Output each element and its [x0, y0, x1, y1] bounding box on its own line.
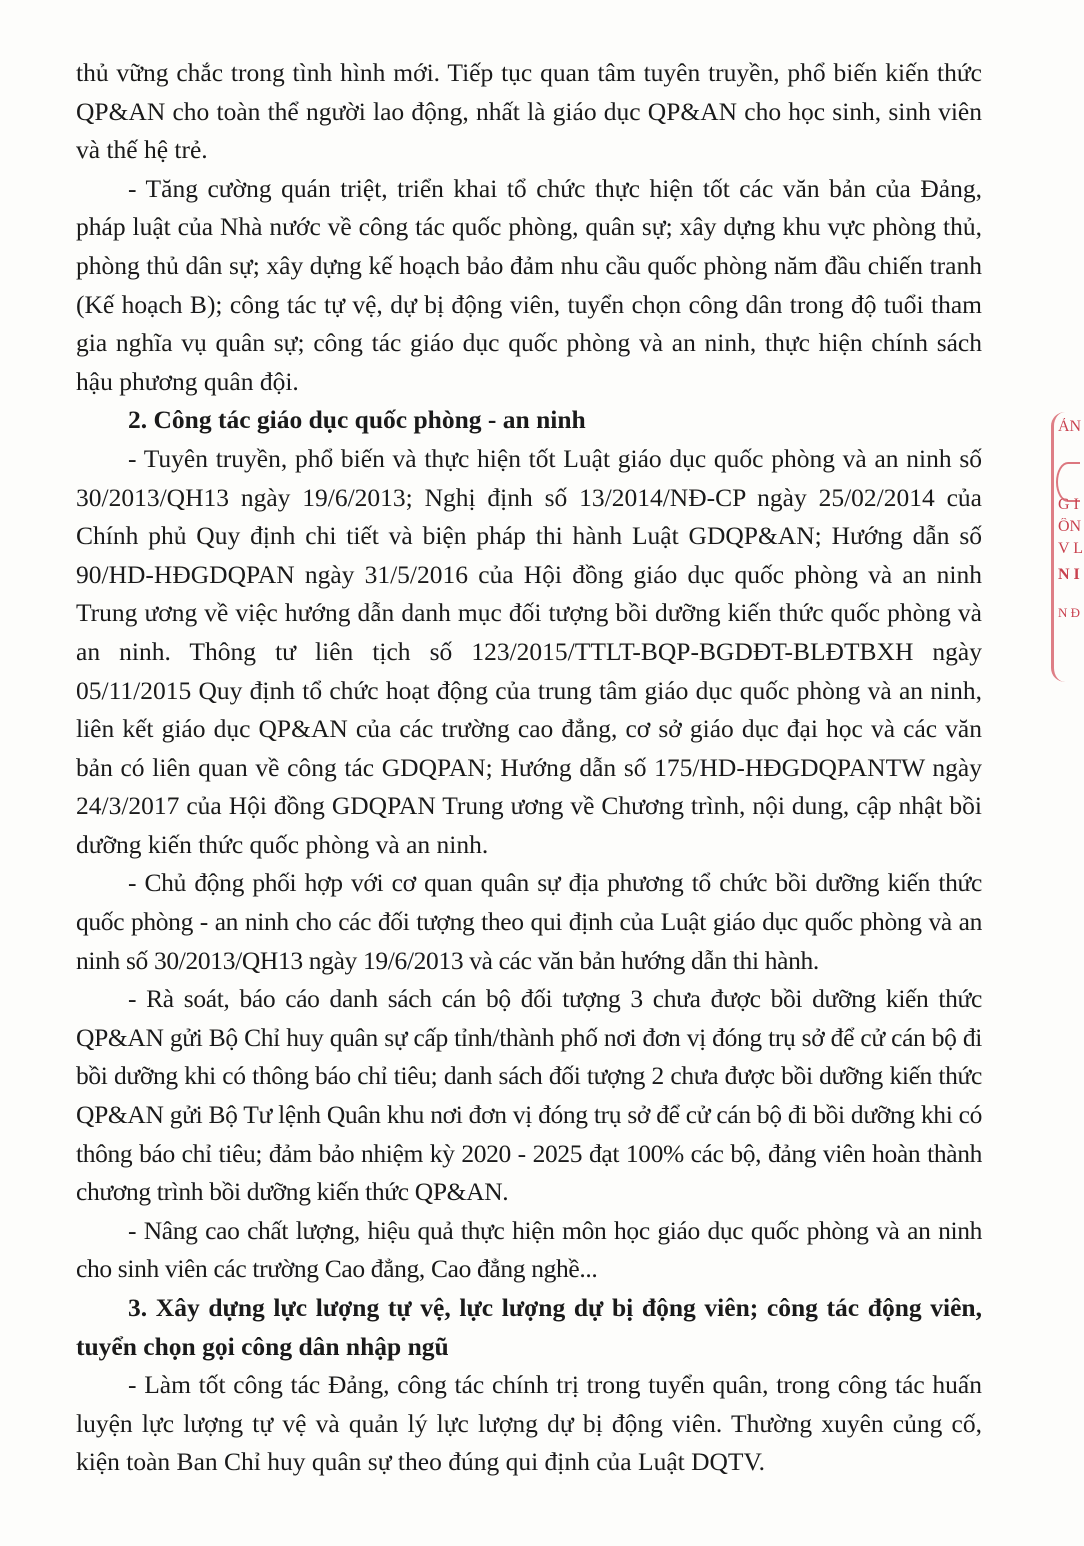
stamp-text-line: V L — [1058, 540, 1084, 557]
stamp-text-line: ÔN — [1058, 518, 1082, 535]
paragraph-bullet-party-work: - Làm tốt công tác Đảng, công tác chính trị trong tuyển quân, trong công tác huấn luyện lực lượng tự vệ và quản lý lực lượng dự bị động viên. Thường xuyên củng cố, kiện toàn Ban Chỉ huy quân sự theo đúng qui định của Luật DQTV. — [76, 1370, 982, 1477]
stamp-text-line: N I — [1058, 566, 1080, 583]
section-heading-2: 2. Công tác giáo dục quốc phòng - an ninh — [128, 405, 586, 435]
paragraph-bullet-review: - Rà soát, báo cáo danh sách cán bộ đối tượng 3 chưa được bồi dưỡng kiến thức QP&AN gửi Bộ Chỉ huy quân sự cấp tỉnh/thành phố nơi đơn vị đóng trụ sở để cử cán bộ đi bồi dưỡng khi có thông báo chỉ tiêu; danh sách đối tượng 2 chưa được bồi dưỡng kiến thức QP&AN gửi Bộ Tư lệnh Quân khu nơi đơn vị đóng trụ sở để cử cán bộ đi bồi dưỡng khi có thông báo chỉ tiêu; đảm bảo nhiệm kỳ 2020 - 2025 đạt 100% các bộ, đảng viên hoàn thành chương trình bồi dưỡng kiến thức QP&AN. — [76, 984, 982, 1207]
stamp-text-line: N Đ — [1058, 605, 1081, 620]
paragraph-bullet-propaganda: - Tuyên truyền, phổ biến và thực hiện tốt Luật giáo dục quốc phòng và an ninh số 30/2013/QH13 ngày 19/6/2013; Nghị định số 13/2014/NĐ-CP ngày 25/02/2014 của Chính phủ Quy định chi tiết và biện pháp thi hành Luật GDQP&AN; Hướng dẫn số 90/HD-HĐGDQPAN ngày 31/5/2016 của Hội đồng giáo dục quốc phòng và an ninh Trung ương về việc hướng dẫn danh mục đối tượng bồi dưỡng kiến thức quốc phòng và an ninh. Thông tư liên tịch số 123/2015/TTLT-BQP-BGDĐT-BLĐTBXH ngày 05/11/2015 Quy định tổ chức hoạt động của trung tâm giáo dục quốc phòng và an ninh, liên kết giáo dục QP&AN của các trường cao đẳng, cơ sở giáo dục đại học và các văn bản có liên quan về công tác GDQPAN; Hướng dẫn số 175/HD-HĐGDQPANTW ngày 24/3/2017 của Hội đồng GDQPAN Trung ương về Chương trình, nội dung, cập nhật bồi dưỡng kiến thức quốc phòng và an ninh. — [76, 443, 982, 859]
paragraph-bullet-coordination: - Chủ động phối hợp với cơ quan quân sự địa phương tổ chức bồi dưỡng kiến thức quốc phòng - an ninh cho các đối tượng theo qui định của Luật giáo dục quốc phòng và an ninh số 30/2013/QH13 ngày 19/6/2013 và các văn bản hướng dẫn thi hành. — [76, 868, 982, 975]
paragraph-bullet-legal-documents: - Tăng cường quán triệt, triển khai tổ chức thực hiện tốt các văn bản của Đảng, pháp luật của Nhà nước về công tác quốc phòng, quân sự; xây dựng khu vực phòng thủ, phòng thủ dân sự; xây dựng kế hoạch bảo đảm nhu cầu quốc phòng năm đầu chiến tranh (Kế hoạch B); công tác tự vệ, dự bị động viên, tuyển chọn công dân trong độ tuổi tham gia nghĩa vụ quân sự; công tác giáo dục quốc phòng và an ninh, thực hiện chính sách hậu phương quân đội. — [76, 173, 982, 396]
stamp-text-line: ẢN — [1058, 418, 1082, 435]
document-body — [76, 54, 982, 1482]
paragraph-continuation: thủ vững chắc trong tình hình mới. Tiếp tục quan tâm tuyên truyền, phổ biến kiến thức QP&AN cho toàn thể người lao động, nhất là giáo dục QP&AN cho học sinh, sinh viên và thế hệ trẻ. — [76, 58, 982, 165]
section-heading-3: 3. Xây dựng lực lượng tự vệ, lực lượng dự bị động viên; công tác động viên, tuyển chọn gọi công dân nhập ngũ — [76, 1293, 982, 1361]
stamp-text-line: G I — [1058, 496, 1079, 513]
paragraph-bullet-quality: - Nâng cao chất lượng, hiệu quả thực hiện môn học giáo dục quốc phòng và an ninh cho sinh viên các trường Cao đẳng, Cao đẳng nghề... — [76, 1215, 982, 1284]
